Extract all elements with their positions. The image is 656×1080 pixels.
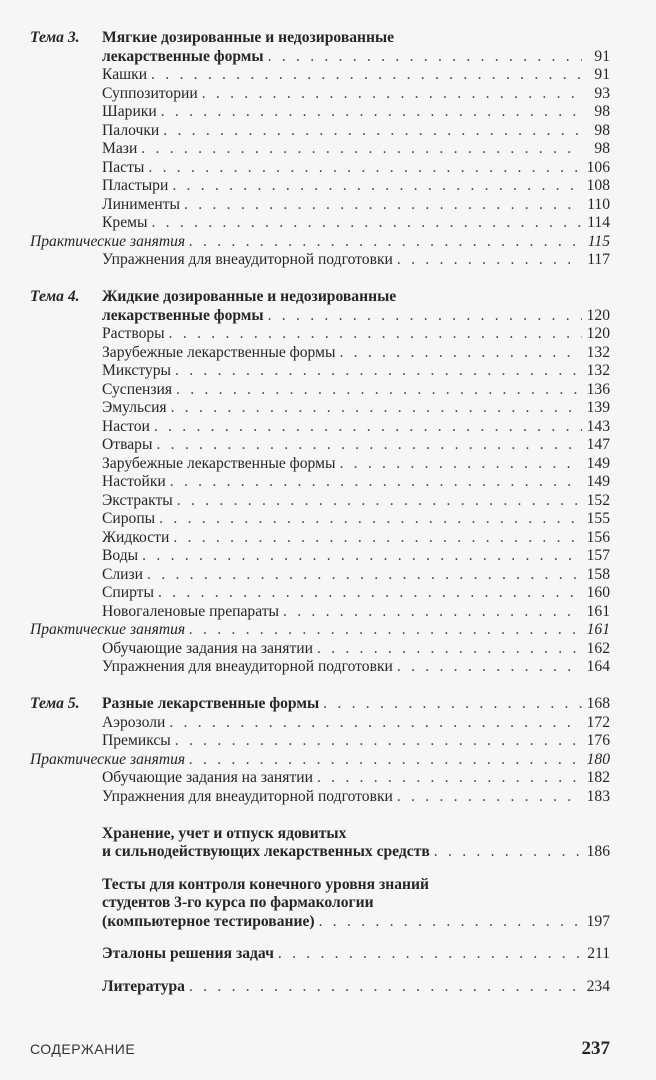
toc-entry-page: 160 bbox=[586, 584, 610, 601]
toc-entry[interactable] bbox=[102, 196, 610, 215]
toc-entry-page: 108 bbox=[586, 177, 610, 194]
leader-dots bbox=[154, 418, 582, 437]
leader-dots bbox=[177, 492, 582, 511]
toc-entry[interactable] bbox=[102, 399, 610, 418]
topic-4-page: 120 bbox=[586, 306, 610, 324]
toc-entry[interactable] bbox=[102, 418, 610, 437]
section-tests-row[interactable] bbox=[102, 913, 610, 932]
toc-entry-page: 115 bbox=[587, 232, 610, 250]
toc-entry-title: Пасты bbox=[102, 158, 145, 176]
toc-entry-title: Суспензия bbox=[102, 380, 173, 398]
leader-dots bbox=[397, 658, 582, 677]
section-tests bbox=[30, 876, 610, 932]
section-tests-page: 197 bbox=[586, 912, 610, 930]
toc-entry-title: Экстракты bbox=[102, 491, 173, 509]
toc-entry-title: Зарубежные лекарственные формы bbox=[102, 343, 336, 361]
toc-entry-page: 164 bbox=[586, 658, 610, 675]
leader-dots bbox=[161, 103, 582, 122]
toc-entry-title: Кремы bbox=[102, 214, 148, 231]
toc-entry-title: Аэрозоли bbox=[102, 713, 166, 731]
toc-entry-page: 93 bbox=[594, 84, 610, 102]
leader-dots bbox=[184, 196, 582, 215]
toc-entry-page: 162 bbox=[586, 639, 610, 657]
toc-entry-title: Жидкости bbox=[102, 528, 170, 546]
toc-entry[interactable] bbox=[102, 529, 610, 548]
toc-entry[interactable] bbox=[102, 547, 610, 566]
leader-dots bbox=[268, 48, 582, 67]
spacer bbox=[30, 931, 610, 945]
toc-entry[interactable] bbox=[102, 714, 610, 733]
leader-dots bbox=[141, 140, 582, 159]
leader-dots bbox=[283, 603, 582, 622]
toc-entry-title: Растворы bbox=[102, 325, 165, 342]
toc-entry-title: Эмульсия bbox=[102, 399, 167, 416]
toc-entry[interactable] bbox=[102, 122, 610, 141]
leader-dots bbox=[163, 122, 582, 141]
toc-entry[interactable] bbox=[102, 325, 610, 344]
toc-entry[interactable] bbox=[102, 788, 610, 807]
topic-3-page: 91 bbox=[594, 47, 610, 65]
toc-entry-page: 120 bbox=[586, 325, 610, 342]
toc-entry-page: 139 bbox=[586, 399, 610, 416]
toc-entry-page: 132 bbox=[586, 362, 610, 379]
practical-sessions-entry[interactable] bbox=[30, 233, 610, 252]
toc-entry-title: Слизи bbox=[102, 565, 144, 583]
topic-4-label: Тема 4. bbox=[30, 288, 80, 305]
section-tests-line1 bbox=[102, 876, 610, 895]
section-storage-line1 bbox=[102, 825, 610, 844]
leader-dots bbox=[169, 325, 582, 344]
toc-entry-title: Мази bbox=[102, 140, 138, 157]
toc-entry[interactable] bbox=[102, 344, 610, 363]
toc-entry-page: 155 bbox=[586, 510, 610, 527]
toc-entry-page: 161 bbox=[586, 602, 610, 620]
section-literature-page: 234 bbox=[586, 977, 610, 995]
leader-dots bbox=[189, 233, 582, 252]
toc-entry-title: Пластыри bbox=[102, 177, 169, 194]
leader-dots bbox=[317, 640, 582, 659]
toc-entry-title: Микстуры bbox=[102, 362, 171, 379]
leader-dots bbox=[397, 788, 582, 807]
topic-3-header bbox=[30, 29, 610, 48]
spacer bbox=[30, 677, 610, 696]
toc-entry-title: Шарики bbox=[102, 103, 157, 120]
topic-4-title-row[interactable] bbox=[102, 307, 610, 326]
toc-entry[interactable] bbox=[102, 103, 610, 122]
topic-4-title-line1: Жидкие дозированные и недозированные bbox=[102, 288, 397, 305]
leader-dots bbox=[202, 85, 582, 104]
toc-entry-page: 98 bbox=[594, 140, 610, 157]
toc-entry-page: 132 bbox=[586, 343, 610, 361]
topic-3-title-row[interactable] bbox=[102, 48, 610, 67]
practical-sessions-entry[interactable] bbox=[30, 621, 610, 640]
topic-3 bbox=[30, 29, 610, 270]
leader-dots bbox=[148, 159, 582, 178]
toc-entry-page: 158 bbox=[586, 565, 610, 583]
section-tests-title-line2: студентов 3-го курса по фармакологии bbox=[102, 894, 374, 911]
toc-entry[interactable] bbox=[102, 251, 610, 270]
toc-entry-title: Практические занятия bbox=[30, 621, 186, 638]
toc-entry-page: 114 bbox=[587, 214, 610, 231]
toc-entry[interactable] bbox=[102, 769, 610, 788]
section-tests-title-line3: (компьютерное тестирование) bbox=[102, 912, 315, 930]
leader-dots bbox=[397, 251, 582, 270]
toc-entry-page: 161 bbox=[586, 621, 610, 638]
toc-entry[interactable] bbox=[102, 473, 610, 492]
page-number: 237 bbox=[581, 1038, 610, 1059]
section-literature-row[interactable] bbox=[102, 978, 610, 997]
section-standards-row[interactable] bbox=[102, 945, 610, 964]
toc-entry-title: Палочки bbox=[102, 121, 160, 139]
topic-3-title-line2: лекарственные формы bbox=[102, 47, 264, 65]
toc-entry-page: 157 bbox=[586, 547, 610, 564]
leader-dots bbox=[317, 769, 582, 788]
spacer bbox=[30, 862, 610, 876]
toc-entry-page: 180 bbox=[586, 750, 610, 768]
toc-entry-page: 117 bbox=[587, 251, 610, 268]
toc-entry-title: Отвары bbox=[102, 436, 153, 453]
toc-entry-title: Кашки bbox=[102, 66, 148, 83]
leader-dots bbox=[175, 732, 582, 751]
spacer bbox=[30, 270, 610, 289]
toc-entry-title: Упражнения для внеаудиторной подготовки bbox=[102, 787, 393, 805]
toc-entry[interactable] bbox=[102, 177, 610, 196]
toc-entry-title: Упражнения для внеаудиторной подготовки bbox=[102, 658, 393, 675]
leader-dots bbox=[147, 566, 582, 585]
toc-entry-title: Линименты bbox=[102, 195, 181, 213]
leader-dots bbox=[339, 455, 582, 474]
leader-dots bbox=[189, 751, 582, 770]
toc-entry-page: 91 bbox=[594, 66, 610, 83]
topic-4-header bbox=[30, 288, 610, 307]
toc-entry-title: Настои bbox=[102, 417, 150, 435]
toc-entry-title: Обучающие задания на занятии bbox=[102, 639, 313, 657]
toc-entry[interactable] bbox=[102, 492, 610, 511]
toc-entry-title: Упражнения для внеаудиторной подготовки bbox=[102, 251, 393, 268]
toc-entry-title: Настойки bbox=[102, 473, 166, 490]
page-footer bbox=[30, 1038, 610, 1060]
leader-dots bbox=[169, 714, 582, 733]
leader-dots bbox=[189, 978, 582, 997]
section-storage-title-line2: и сильнодействующих лекарственных средств bbox=[102, 843, 430, 860]
leader-dots bbox=[278, 945, 582, 964]
toc-entry[interactable] bbox=[102, 214, 610, 233]
leader-dots bbox=[268, 307, 582, 326]
leader-dots bbox=[171, 399, 582, 418]
toc-entry-title: Спирты bbox=[102, 584, 154, 601]
leader-dots bbox=[151, 214, 582, 233]
toc-entry[interactable] bbox=[102, 436, 610, 455]
topic-3-label: Тема 3. bbox=[30, 29, 80, 46]
leader-dots bbox=[151, 66, 582, 85]
leader-dots bbox=[159, 510, 582, 529]
topic-5-title-row[interactable] bbox=[30, 695, 610, 714]
topic-5-title: Разные лекарственные формы bbox=[102, 695, 320, 712]
toc-entry-page: 110 bbox=[587, 195, 610, 213]
section-standards-page: 211 bbox=[587, 945, 610, 962]
toc-entry-page: 149 bbox=[586, 473, 610, 490]
leader-dots bbox=[323, 695, 582, 714]
toc-entry-page: 98 bbox=[594, 121, 610, 139]
toc-entry-page: 98 bbox=[594, 103, 610, 120]
leader-dots bbox=[189, 621, 582, 640]
topic-4-title-line2: лекарственные формы bbox=[102, 306, 264, 324]
toc-entry-title: Практические занятия bbox=[30, 232, 186, 250]
toc-entry-title: Зарубежные лекарственные формы bbox=[102, 454, 336, 472]
toc-entry[interactable] bbox=[102, 584, 610, 603]
leader-dots bbox=[176, 381, 582, 400]
spacer bbox=[30, 964, 610, 978]
toc-entry[interactable] bbox=[102, 381, 610, 400]
topic-5-page: 168 bbox=[586, 695, 610, 712]
leader-dots bbox=[158, 584, 582, 603]
toc-entry[interactable] bbox=[102, 732, 610, 751]
toc-entry[interactable] bbox=[102, 640, 610, 659]
toc-entry[interactable] bbox=[102, 510, 610, 529]
toc-entry-page: 147 bbox=[586, 436, 610, 453]
toc-entry-page: 176 bbox=[586, 732, 610, 749]
topic-5 bbox=[30, 695, 610, 806]
section-tests-title-line1: Тесты для контроля конечного уровня знаний bbox=[102, 875, 429, 893]
toc-entry-title: Сиропы bbox=[102, 510, 156, 527]
toc-entry-title: Практические занятия bbox=[30, 750, 186, 768]
practical-sessions-entry[interactable] bbox=[30, 751, 610, 770]
footer-section-title: СОДЕРЖАНИЕ bbox=[30, 1041, 136, 1057]
section-storage-page: 186 bbox=[586, 843, 610, 860]
toc-entry[interactable] bbox=[102, 658, 610, 677]
toc-entry[interactable] bbox=[102, 455, 610, 474]
section-standards-title: Эталоны решения задач bbox=[102, 945, 274, 962]
toc-entry[interactable] bbox=[102, 362, 610, 381]
toc-entry[interactable] bbox=[102, 66, 610, 85]
leader-dots bbox=[173, 529, 582, 548]
toc-entry-page: 152 bbox=[586, 491, 610, 509]
toc-entry-title: Обучающие задания на занятии bbox=[102, 769, 313, 786]
leader-dots bbox=[142, 547, 582, 566]
section-tests-line2 bbox=[102, 894, 610, 913]
toc-entry[interactable] bbox=[102, 140, 610, 159]
toc-entry-page: 182 bbox=[586, 769, 610, 786]
section-storage-row[interactable] bbox=[102, 843, 610, 862]
leader-dots bbox=[339, 344, 582, 363]
toc-entry[interactable] bbox=[102, 603, 610, 622]
toc-entry-title: Новогаленовые препараты bbox=[102, 602, 280, 620]
toc-entry-page: 149 bbox=[586, 454, 610, 472]
toc-entry-page: 156 bbox=[586, 528, 610, 546]
leader-dots bbox=[156, 436, 582, 455]
topic-5-label: Тема 5. bbox=[30, 695, 80, 712]
toc-entry-page: 143 bbox=[586, 417, 610, 435]
toc-entry[interactable] bbox=[102, 566, 610, 585]
toc-entry[interactable] bbox=[102, 85, 610, 104]
toc-entry-page: 172 bbox=[586, 713, 610, 731]
section-storage bbox=[30, 825, 610, 862]
toc-entry[interactable] bbox=[102, 159, 610, 178]
toc-entry-page: 106 bbox=[586, 158, 610, 176]
section-storage-title-line1: Хранение, учет и отпуск ядовитых bbox=[102, 824, 347, 842]
section-literature-title: Литература bbox=[102, 977, 185, 995]
topic-4 bbox=[30, 288, 610, 677]
toc-entry-title: Премиксы bbox=[102, 732, 171, 749]
leader-dots bbox=[170, 473, 582, 492]
leader-dots bbox=[319, 913, 582, 932]
toc-entry-title: Суппозитории bbox=[102, 84, 198, 102]
spacer bbox=[30, 806, 610, 825]
leader-dots bbox=[172, 177, 582, 196]
toc-entry-page: 183 bbox=[586, 787, 610, 805]
toc-entry-page: 136 bbox=[586, 380, 610, 398]
topic-3-title-line1: Мягкие дозированные и недозированные bbox=[102, 29, 395, 46]
leader-dots bbox=[434, 843, 582, 862]
toc-entry-title: Воды bbox=[102, 547, 139, 564]
leader-dots bbox=[175, 362, 582, 381]
